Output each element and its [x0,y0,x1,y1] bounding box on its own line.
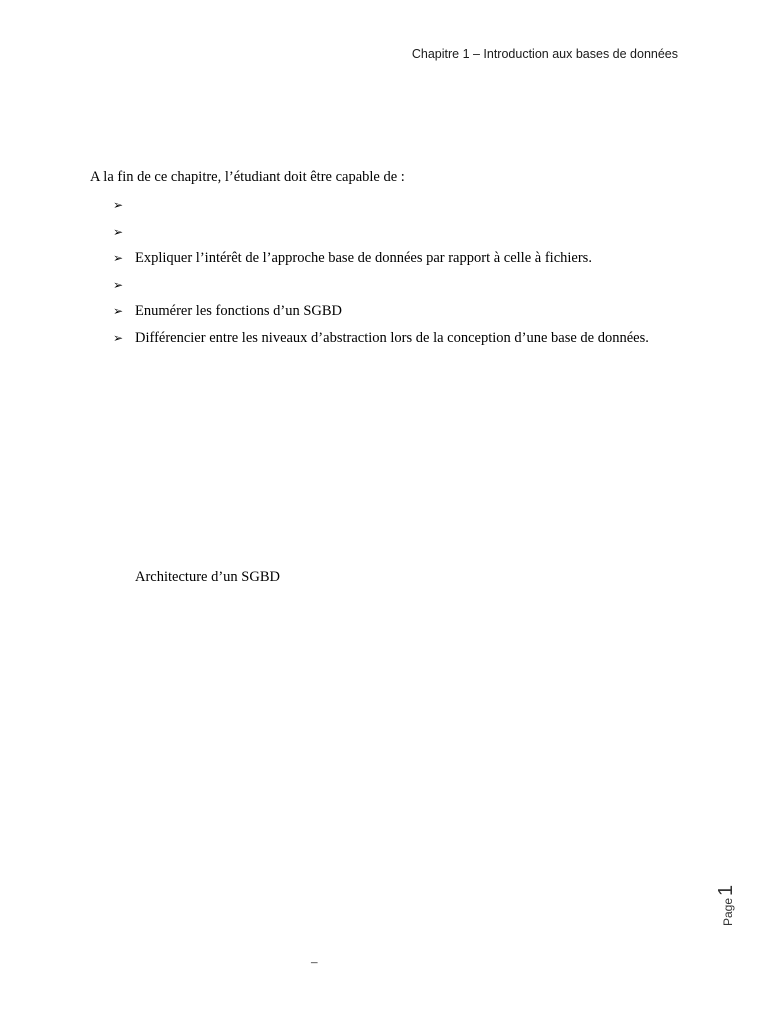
page-number [705,880,753,928]
arrow-bullet-icon: ➢ [113,224,124,239]
section-heading: Architecture d’un SGBD [135,569,280,585]
list-item [113,222,649,249]
list-item [113,195,649,222]
page-number-value: 1 [715,884,737,896]
objectives-list [113,195,649,355]
footer-dash: – [311,954,318,969]
arrow-bullet-icon: ➢ [113,198,124,212]
list-item [113,248,649,275]
objective-text: Enumérer les fonctions d’un SGBD [135,303,342,320]
objective-text: Différencier entre les niveaux d’abstraction lors de la conception d’une base de données. [135,329,649,346]
page-label: Page [721,897,735,926]
list-item [113,328,649,355]
intro-text: A la fin de ce chapitre, l’étudiant doit être capable de : [90,169,405,185]
arrow-bullet-icon: ➢ [113,304,124,319]
arrow-bullet-icon: ➢ [113,330,124,345]
objective-text: Expliquer l’intérêt de l’approche base de données par rapport à celle à fichiers. [135,250,592,267]
arrow-bullet-icon: ➢ [113,277,124,292]
list-item [113,275,649,302]
list-item [113,301,649,328]
running-header: Chapitre 1 – Introduction aux bases de données [411,47,678,61]
arrow-bullet-icon: ➢ [113,251,124,266]
page-number-rotated [715,885,738,926]
